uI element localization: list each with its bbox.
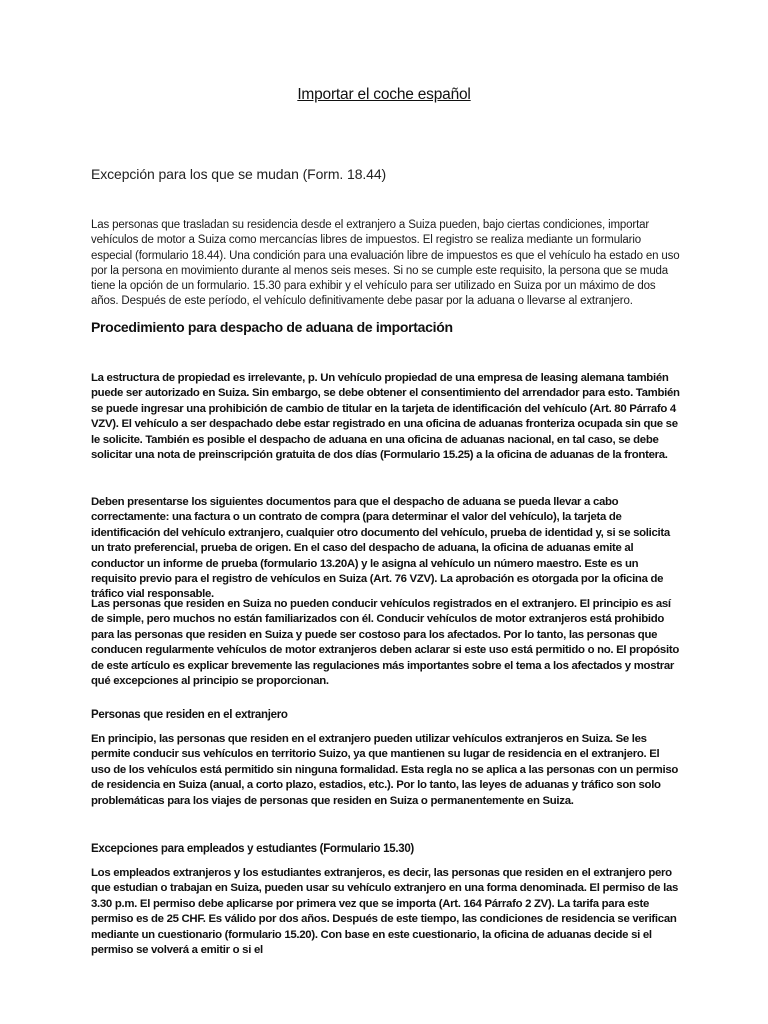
document-subtitle: Excepción para los que se mudan (Form. 18.44) [91, 166, 387, 182]
intro-paragraph: Las personas que trasladan su residencia desde el extranjero a Suiza pueden, bajo ciertas condiciones, importar vehículos de motor a Suiza como mercancías libres de impuestos. El registro se realiza mediante un formulario especial (formulario 18.44). Una condición para una evaluación libre de impuestos es que el vehículo ha estado en uso por la persona en movimiento durante al menos seis meses. Si no se cumple este requisito, la persona que se muda tiene la opción de un formulario. 15.30 para exhibir y el vehículo para ser utilizado en Suiza por un máximo de dos años. Después de este período, el vehículo definitivamente debe pasar por la aduana o llevarse al extranjero. [91, 219, 680, 308]
exceptions-heading-block [91, 843, 681, 855]
abroad-block [91, 732, 681, 809]
exceptions-block [91, 866, 681, 958]
documents-block [91, 495, 681, 603]
customs-paragraph [91, 371, 681, 463]
abroad-heading-block [91, 709, 681, 721]
abroad-heading: Personas que residen en el extranjero [91, 709, 288, 721]
ownership-paragraph: La estructura de propiedad es irrelevante, p. Un vehículo propiedad de una empresa de leasing alemana también puede ser autorizado en Suiza. Sin embargo, se debe obtener el consentimiento del arrendador para esto. También se puede ingresar una prohibición de cambio de titular en la tarjeta de identificación del vehículo (Art. 80 Párrafo 4 VZV). El vehículo a ser despachado debe estar registrado en una oficina de aduanas fronteriza ocupada sin que se le solicite. También es posible el despacho de aduana en una oficina de aduanas nacional, en tal caso, se debe solicitar una nota de preinscripción gratuita de dos días (Formulario 15.25) a la oficina de aduanas de la frontera. [91, 372, 680, 462]
documents-paragraph: Deben presentarse los siguientes documentos para que el despacho de aduana se pueda llevar a cabo correctamente: una factura o un contrato de compra (para determinar el valor del vehículo), la tarjeta de identificación del vehículo extranjero, cualquier otro documento del vehículo, prueba de identidad y, si se solicita un trato preferencial, prueba de origen. En el caso del despacho de aduana, la oficina de aduanas emite al conductor un informe de prueba (formulario 13.20A) y le asigna al vehículo un número maestro. Este es un requisito previo para el registro de vehículos en Suiza (Art. 76 VZV). La aprobación es otorgada por la oficina de tráfico vial responsable. [91, 496, 670, 601]
section-heading [91, 319, 681, 335]
residents-paragraph: Las personas que residen en Suiza no pueden conducir vehículos registrados en el extranjero. El principio es así de simple, pero muchos no están familiarizados con él. Conducir vehículos de motor extranjeros está prohibido para las personas que residen en Suiza y puede ser costoso para los afectados. Por lo tanto, las personas que conducen regularmente vehículos de motor extranjeros deben aclarar si este uso está permitido o no. El propósito de este artículo es explicar brevemente las regulaciones más importantes sobre el tema a los afectados y mostrar qué excepciones al principio se proporcionan. [91, 598, 679, 688]
exceptions-paragraph: Los empleados extranjeros y los estudiantes extranjeros, es decir, las personas que residen en el extranjero pero que estudian o trabajan en Suiza, pueden usar su vehículo extranjero en una forma denominada. El permiso de las 3.30 p.m. El permiso debe aplicarse por primera vez que se importa (Art. 164 Párrafo 2 ZV). La tarifa para este permiso es de 25 CHF. Es válido por dos años. Después de este tiempo, las condiciones de residencia se verifican mediante un cuestionario (formulario 15.20). Con base en este cuestionario, la oficina de aduanas decide si el permiso se volverá a emitir o si el [91, 867, 679, 957]
abroad-paragraph: En principio, las personas que residen en el extranjero pueden utilizar vehículos extranjeros en Suiza. Se les permite conducir sus vehículos en territorio Suizo, ya que mantienen su lugar de residencia en el extranjero. El uso de los vehículos está permitido sin ninguna formalidad. Esta regla no se aplica a las personas con un permiso de residencia en Suiza (anual, a corto plazo, estadios, etc.). Por lo tanto, las leyes de aduanas y tráfico son solo problemáticas para los viajes de personas que residen en Suiza o permanentemente en Suiza. [91, 733, 679, 807]
residents-block [91, 597, 681, 689]
intro-section [91, 218, 681, 310]
exceptions-heading: Excepciones para empleados y estudiantes (Formulario 15.30) [91, 843, 414, 855]
section-customs-heading: Procedimiento para despacho de aduana de importación [91, 319, 453, 335]
document-title: Importar el coche español [297, 86, 471, 103]
